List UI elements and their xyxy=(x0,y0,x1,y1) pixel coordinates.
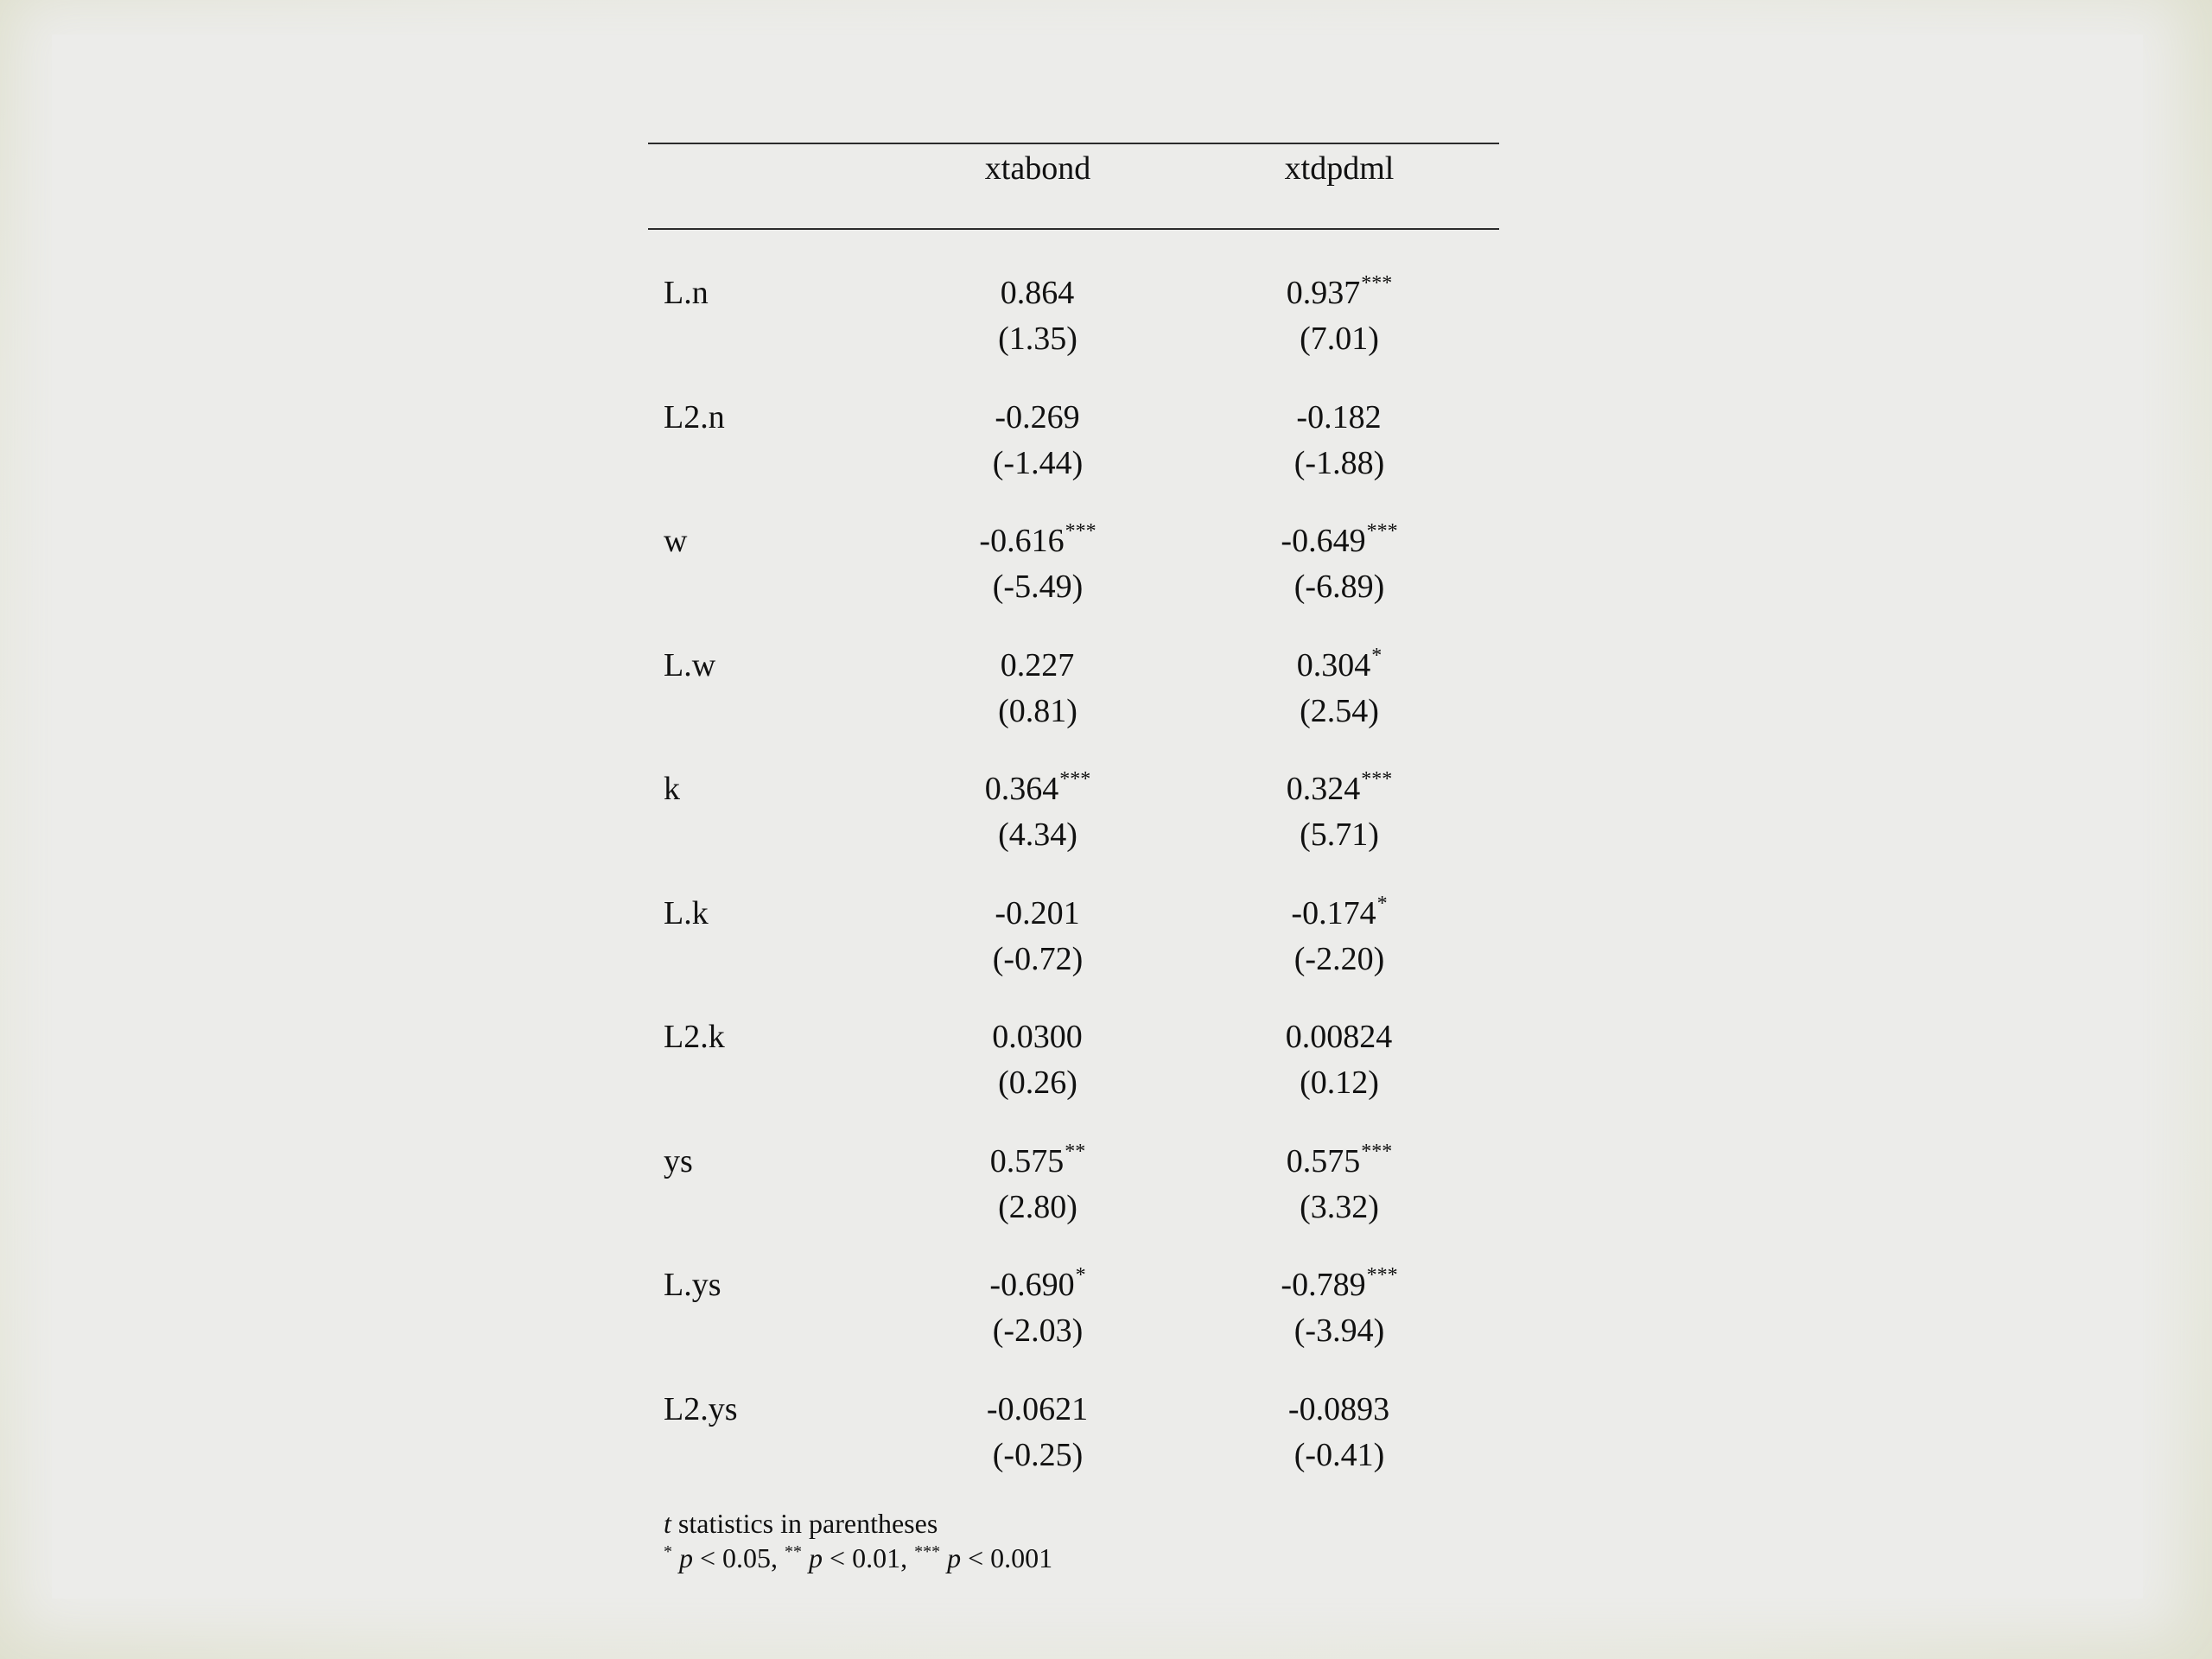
cell-xtdpdml xyxy=(1218,520,1460,607)
cell-xtdpdml xyxy=(1218,1389,1460,1476)
coefficient xyxy=(917,768,1159,814)
row-label: L2.n xyxy=(664,398,725,435)
coefficient xyxy=(917,272,1159,318)
table-row xyxy=(648,1389,1499,1471)
coefficient-value: -0.616 xyxy=(979,523,1065,559)
row-label: L.n xyxy=(664,275,709,311)
cell-xtabond xyxy=(917,520,1159,607)
significance-stars: * xyxy=(1376,892,1388,915)
row-label: L2.ys xyxy=(664,1390,738,1427)
star-two: ** xyxy=(785,1542,803,1561)
coefficient xyxy=(917,1389,1159,1434)
coefficient xyxy=(1218,645,1460,690)
t-statistic: (7.01) xyxy=(1300,321,1379,357)
coefficient xyxy=(1218,1389,1460,1434)
coefficient xyxy=(917,1016,1159,1062)
t-statistic: (2.80) xyxy=(998,1188,1077,1225)
table-notes xyxy=(664,1506,1052,1580)
coefficient xyxy=(1218,768,1460,814)
coefficient xyxy=(1218,1016,1460,1062)
coefficient-value: 0.227 xyxy=(1000,646,1075,683)
t-statistic: (-5.49) xyxy=(992,569,1084,605)
cell-xtdpdml xyxy=(1218,893,1460,980)
cell-xtdpdml xyxy=(1218,645,1460,732)
table-row xyxy=(648,768,1499,851)
row-label: L2.k xyxy=(664,1019,725,1055)
significance-stars: *** xyxy=(1361,1140,1393,1163)
coefficient xyxy=(917,645,1159,690)
row-label: k xyxy=(664,771,680,807)
column-header-xtdpdml: xtdpdml xyxy=(1284,150,1395,187)
t-statistic: (-0.25) xyxy=(992,1436,1084,1473)
coefficient-value: -0.789 xyxy=(1281,1267,1366,1303)
t-statistic: (-1.44) xyxy=(992,444,1084,481)
table-row xyxy=(648,1016,1499,1099)
t-statistic: (5.71) xyxy=(1300,817,1379,853)
table-row xyxy=(648,893,1499,976)
cell-xtabond xyxy=(917,1389,1159,1476)
star-one: * xyxy=(664,1542,672,1561)
t-statistic: (4.34) xyxy=(998,817,1077,853)
coefficient xyxy=(1218,1264,1460,1310)
table-row xyxy=(648,1141,1499,1224)
t-statistic: (-0.41) xyxy=(1294,1436,1385,1473)
p1-text: < 0.05, xyxy=(693,1542,785,1573)
cell-xtdpdml xyxy=(1218,1264,1460,1351)
coefficient xyxy=(1218,397,1460,442)
coefficient xyxy=(917,1264,1159,1310)
row-label: L.w xyxy=(664,646,716,683)
coefficient-value: 0.0300 xyxy=(992,1019,1083,1055)
significance-stars: *** xyxy=(1059,768,1091,791)
coefficient-value: 0.304 xyxy=(1296,646,1371,683)
p2-text: < 0.01, xyxy=(823,1542,915,1573)
significance-stars: ** xyxy=(1065,1140,1086,1163)
coefficient xyxy=(1218,1141,1460,1186)
row-label: w xyxy=(664,523,688,559)
cell-xtabond xyxy=(917,768,1159,855)
cell-xtabond xyxy=(917,893,1159,980)
coefficient-value: 0.575 xyxy=(989,1142,1065,1179)
coefficient-value: -0.269 xyxy=(995,398,1080,435)
coefficient-value: 0.937 xyxy=(1286,275,1361,311)
table-top-rule xyxy=(648,143,1499,144)
coefficient-value: -0.174 xyxy=(1291,894,1376,931)
column-header-xtabond: xtabond xyxy=(984,150,1091,187)
p-letter: p xyxy=(947,1542,962,1573)
coefficient-value: -0.0893 xyxy=(1287,1390,1390,1427)
significance-stars: *** xyxy=(1065,520,1096,543)
coefficient-value: -0.649 xyxy=(1281,523,1366,559)
cell-xtabond xyxy=(917,272,1159,359)
coefficient xyxy=(1218,520,1460,566)
t-statistic: (2.54) xyxy=(1300,692,1379,729)
t-statistic: (3.32) xyxy=(1300,1188,1379,1225)
t-statistic: (-2.03) xyxy=(992,1313,1084,1349)
cell-xtabond xyxy=(917,645,1159,732)
t-statistic: (0.81) xyxy=(998,692,1077,729)
table-row xyxy=(648,397,1499,480)
table-row xyxy=(648,645,1499,728)
t-statistic: (0.26) xyxy=(998,1065,1077,1101)
coefficient-value: 0.364 xyxy=(984,771,1059,807)
t-statistic: (-3.94) xyxy=(1294,1313,1385,1349)
coefficient-value: -0.182 xyxy=(1296,398,1382,435)
row-label: L.k xyxy=(664,894,709,931)
row-label: ys xyxy=(664,1142,693,1179)
cell-xtabond xyxy=(917,397,1159,484)
table-row xyxy=(648,272,1499,355)
coefficient-value: 0.324 xyxy=(1286,771,1361,807)
significance-note xyxy=(664,1541,1052,1580)
table-row xyxy=(648,1264,1499,1347)
p-letter: p xyxy=(809,1542,823,1573)
t-note-text: statistics in parentheses xyxy=(671,1508,938,1539)
coefficient xyxy=(917,397,1159,442)
coefficient xyxy=(917,893,1159,938)
slide-content xyxy=(52,35,2143,1599)
t-statistic: (-6.89) xyxy=(1294,569,1385,605)
row-label: L.ys xyxy=(664,1267,721,1303)
coefficient xyxy=(1218,272,1460,318)
significance-stars: * xyxy=(1371,644,1382,667)
coefficient xyxy=(917,1141,1159,1186)
coefficient xyxy=(917,520,1159,566)
cell-xtdpdml xyxy=(1218,768,1460,855)
cell-xtdpdml xyxy=(1218,272,1460,359)
cell-xtabond xyxy=(917,1264,1159,1351)
t-stat-note xyxy=(664,1506,1052,1541)
coefficient-value: -0.201 xyxy=(995,894,1080,931)
t-statistic: (0.12) xyxy=(1300,1065,1379,1101)
coefficient-value: -0.690 xyxy=(989,1267,1075,1303)
significance-stars: *** xyxy=(1366,1264,1398,1287)
coefficient-value: -0.0621 xyxy=(986,1390,1089,1427)
coefficient xyxy=(1218,893,1460,938)
significance-stars: * xyxy=(1075,1264,1086,1287)
coefficient-value: 0.575 xyxy=(1286,1142,1361,1179)
cell-xtabond xyxy=(917,1141,1159,1228)
cell-xtdpdml xyxy=(1218,1016,1460,1103)
significance-stars: *** xyxy=(1361,272,1393,295)
star-three: *** xyxy=(914,1542,941,1561)
table-row xyxy=(648,520,1499,603)
t-statistic: (-0.72) xyxy=(992,940,1084,977)
coefficient-value: 0.00824 xyxy=(1285,1019,1393,1055)
t-statistic: (-2.20) xyxy=(1294,940,1385,977)
coefficient-value: 0.864 xyxy=(1000,275,1075,311)
t-letter: t xyxy=(664,1508,671,1539)
cell-xtdpdml xyxy=(1218,397,1460,484)
t-statistic: (-1.88) xyxy=(1294,444,1385,481)
t-statistic: (1.35) xyxy=(998,321,1077,357)
cell-xtabond xyxy=(917,1016,1159,1103)
significance-stars: *** xyxy=(1361,768,1393,791)
p-letter: p xyxy=(679,1542,693,1573)
table-header-rule xyxy=(648,228,1499,230)
cell-xtdpdml xyxy=(1218,1141,1460,1228)
p3-text: < 0.001 xyxy=(961,1542,1053,1573)
significance-stars: *** xyxy=(1366,520,1398,543)
